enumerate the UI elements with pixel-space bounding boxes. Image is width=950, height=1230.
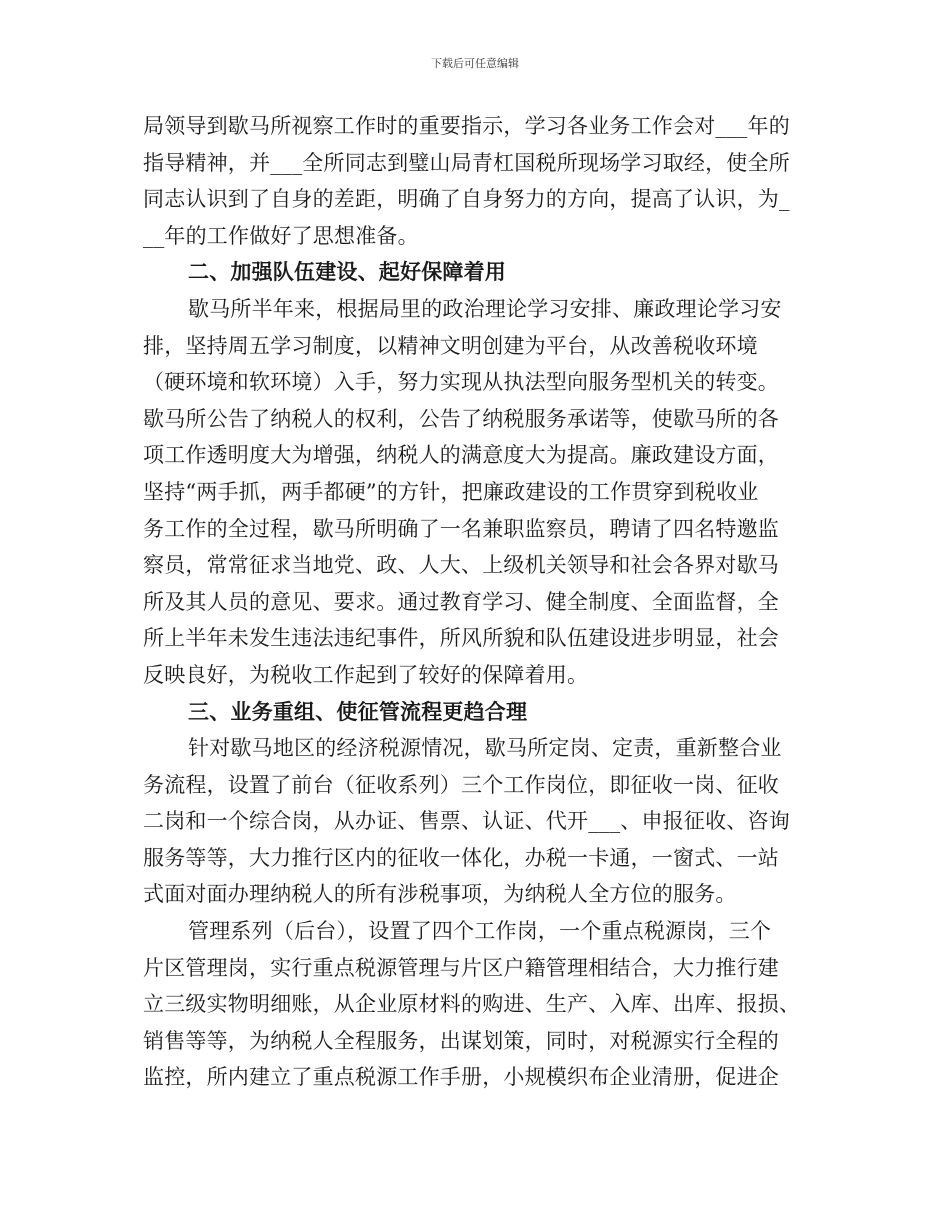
- text-line: 片区管理岗，实行重点税源管理与片区户籍管理相结合，大力推行建: [143, 955, 779, 980]
- section-heading-3: 三、业务重组、使征管流程更趋合理: [188, 699, 528, 724]
- text-line: 所及其人员的意见、要求。通过教育学习、健全制度、全面监督，全: [143, 589, 779, 614]
- text-line: 服务等等，大力推行区内的征收一体化，办税一卡通，一窗式、一站: [143, 845, 779, 870]
- text-line: 指导精神，并___全所同志到璧山局青杠国税所现场学习取经，使全所: [143, 150, 790, 175]
- section-heading-2: 二、加强队伍建设、起好保障着用: [188, 260, 506, 285]
- text-line: 销售等等，为纳税人全程服务，出谋划策，同时，对税源实行全程的: [143, 1028, 779, 1053]
- text-line: （硬环境和软环境）入手，努力实现从执法型向服务型机关的转变。: [143, 370, 779, 395]
- text-line: 歇马所半年来，根据局里的政治理论学习安排、廉政理论学习安: [188, 296, 782, 321]
- document-body: [143, 108, 815, 1096]
- text-line: 察员，常常征求当地党、政、人大、上级机关领导和社会各界对歇马: [143, 553, 779, 578]
- text-line: 反映良好，为税收工作起到了较好的保障着用。: [143, 662, 589, 687]
- text-line: __年的工作做好了思想准备。: [143, 223, 419, 248]
- text-line: 管理系列（后台），设置了四个工作岗，一个重点税源岗，三个: [188, 919, 772, 944]
- text-line: 针对歇马地区的经济税源情况，歇马所定岗、定责，重新整合业: [188, 736, 782, 761]
- text-line: 歇马所公告了纳税人的权利，公告了纳税服务承诺等，使歇马所的各: [143, 406, 779, 431]
- text-line: 监控，所内建立了重点税源工作手册，小规模织布企业清册，促进企: [143, 1065, 779, 1090]
- text-line: 务工作的全过程，歇马所明确了一名兼职监察员，聘请了四名特邀监: [143, 516, 779, 541]
- text-line: 坚持“两手抓，两手都硬”的方针，把廉政建设的工作贯穿到税收业: [143, 479, 759, 504]
- text-line: 二岗和一个综合岗，从办证、售票、认证、代开___、申报征收、咨询: [143, 809, 790, 834]
- text-line: 式面对面办理纳税人的所有涉税事项，为纳税人全方位的服务。: [143, 882, 737, 907]
- text-line: 所上半年未发生违法违纪事件，所风所貌和队伍建设进步明显，社会: [143, 626, 779, 651]
- text-line: 项工作透明度大为增强，纳税人的满意度大为提高。廉政建设方面，: [143, 443, 779, 468]
- text-line: 局领导到歇马所视察工作时的重要指示，学习各业务工作会对___年的: [143, 114, 790, 138]
- text-line: 务流程，设置了前台（征收系列）三个工作岗位，即征收一岗、征收: [143, 772, 779, 797]
- text-line: 立三级实物明细账，从企业原材料的购进、生产、入库、出库、报损、: [143, 992, 801, 1017]
- header-note: 下载后可任意编辑: [431, 57, 519, 70]
- text-line: 排，坚持周五学习制度，以精神文明创建为平台，从改善税收环境: [143, 333, 758, 358]
- text-line: 同志认识到了自身的差距，明确了自身努力的方向，提高了认识，为_: [143, 187, 790, 212]
